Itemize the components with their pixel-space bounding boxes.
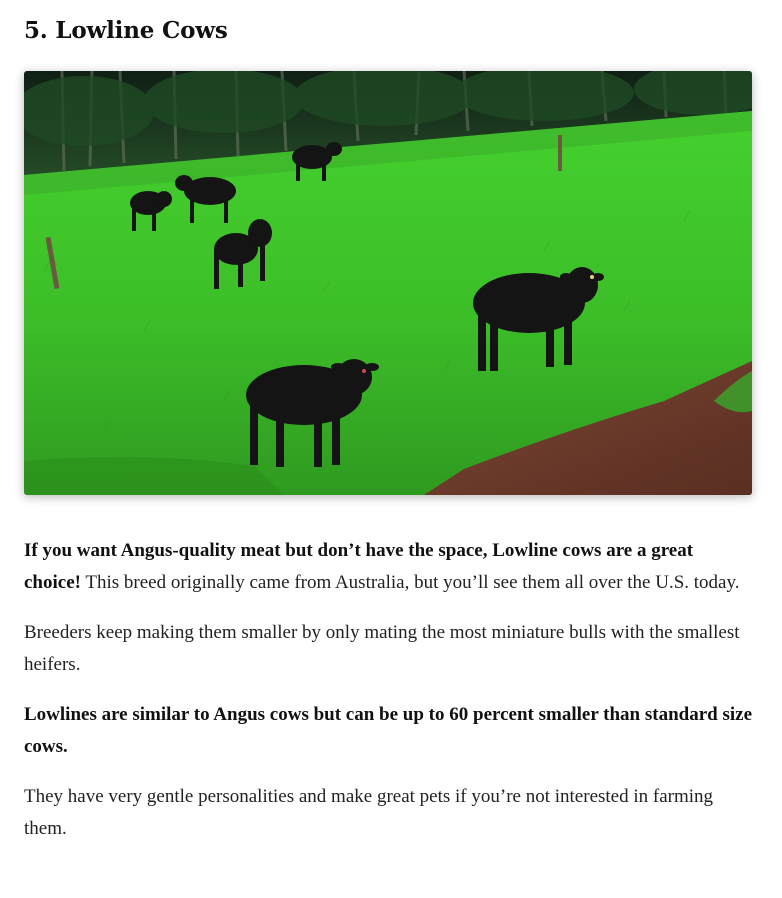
paragraph-2-text: Breeders keep making them smaller by only mating the most miniature bulls with the smallest heifers. [24, 622, 740, 675]
article-heading: 5. Lowline Cows [24, 17, 228, 44]
paragraph-3-bold: Lowlines are similar to Angus cows but can be up to 60 percent smaller than standard size cows. [24, 704, 753, 757]
photo-illustration [24, 71, 752, 495]
paragraph-1 [24, 535, 754, 599]
paragraph-2 [24, 617, 754, 681]
paragraph-3 [24, 699, 754, 763]
paragraph-1-text: This breed originally came from Australia, but you’ll see them all over the U.S. today. [80, 572, 740, 593]
paragraph-1-bold: If you want Angus-quality meat but don’t have the space, Lowline cows are a great choice! [24, 540, 694, 593]
paragraph-4-text: They have very gentle personalities and make great pets if you’re not interested in farming them. [24, 786, 714, 839]
ear-tag [362, 369, 366, 373]
cow-herd-photo [24, 71, 752, 495]
ear-tag [590, 275, 594, 279]
paragraph-4 [24, 781, 754, 845]
article [24, 0, 754, 845]
fence-post [558, 135, 562, 171]
